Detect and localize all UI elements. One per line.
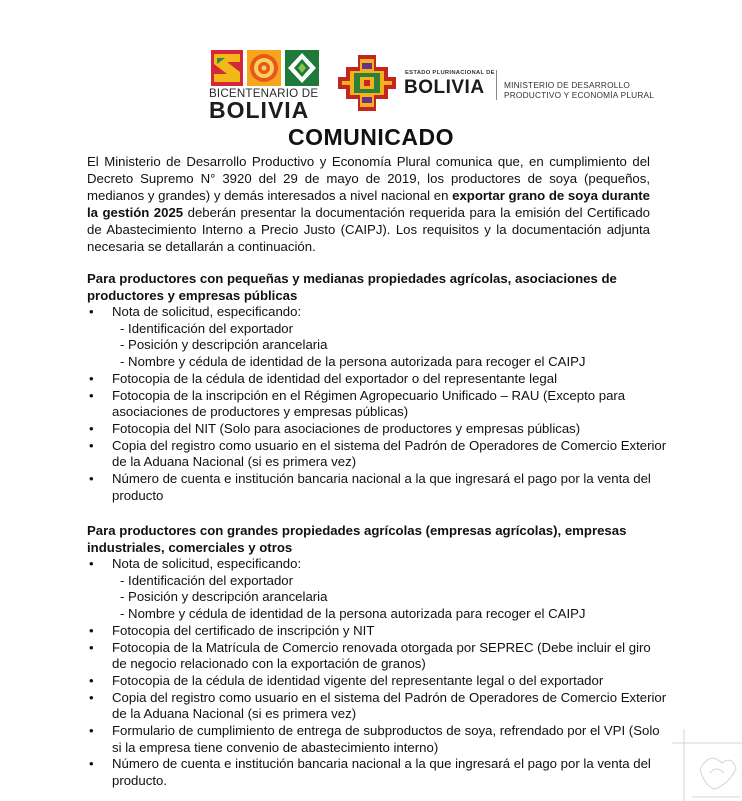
bullet-icon: • bbox=[89, 556, 94, 571]
bullet-icon: • bbox=[89, 370, 94, 386]
list-item-text: Número de cuenta e institución bancaria nacional a la que ingresará el pago por la venta del producto bbox=[112, 471, 651, 503]
intro-text-2: deberán presentar la documentación requerida para la emisión del Certificado de Abastecimiento Interno a Precio Justo (CAIPJ). Los requisitos y la documentación adjunta necesaria se detallarán a continuación. bbox=[87, 205, 651, 254]
bullet-icon: • bbox=[89, 723, 94, 739]
logo-divider bbox=[496, 70, 497, 100]
list-item-text: Fotocopia del certificado de inscripción y NIT bbox=[112, 622, 375, 638]
letterhead bbox=[0, 0, 742, 122]
estado-country: BOLIVIA bbox=[404, 77, 485, 98]
bullet-icon: • bbox=[89, 639, 94, 655]
list-item-text: Fotocopia de la Matrícula de Comercio renovada otorgada por SEPREC (Debe incluir el giro de negocio relacionado con la exportación de granos) bbox=[112, 639, 651, 672]
section2-list bbox=[87, 556, 667, 790]
intro-text-1: El Ministerio de Desarrollo Productivo y Economía Plural comunica que, en cumplimiento del Decreto Supremo N° 3920 del 29 de mayo de 2019, los productores de soya (pequeños, medianos y grandes) y demás interesados a nivel nacional en bbox=[87, 154, 650, 203]
list-item-text: Nota de solicitud, especificando: bbox=[112, 304, 302, 319]
list-item-text: Número de cuenta e institución bancaria nacional a la que ingresará el pago por la venta del producto. bbox=[112, 756, 651, 789]
list-item bbox=[87, 723, 667, 756]
chakana-seal-icon bbox=[338, 55, 396, 111]
list-item bbox=[87, 438, 667, 471]
list-item-text: Copia del registro como usuario en el sistema del Padrón de Operadores de Comercio Exterior de la Aduana Nacional (si es primera vez) bbox=[112, 689, 667, 722]
sub-item: - Identificación del exportador bbox=[120, 320, 294, 336]
list-item-text: Nota de solicitud, especificando: bbox=[112, 556, 302, 571]
sub-item: - Posición y descripción arancelaria bbox=[120, 589, 328, 605]
list-item bbox=[87, 371, 667, 388]
intro-paragraph bbox=[87, 153, 650, 255]
list-item-text: Fotocopia de la inscripción en el Régimen Agropecuario Unificado – RAU (Excepto para asociaciones de productores y empresas públicas) bbox=[112, 387, 626, 420]
section1-heading: Para productores con pequeñas y medianas propiedades agrícolas, asociaciones de productores y empresas públicas bbox=[87, 271, 617, 303]
bicentenario-country: BOLIVIA bbox=[209, 97, 310, 123]
list-item bbox=[87, 304, 667, 321]
list-item bbox=[87, 556, 667, 573]
list-item bbox=[87, 471, 667, 504]
bullet-icon: • bbox=[89, 304, 94, 319]
intro-bold-text: exportar grano de soya durante la gestión 2025 bbox=[87, 188, 650, 220]
sub-item: - Posición y descripción arancelaria bbox=[120, 337, 328, 353]
ministry-name-line2: PRODUCTIVO Y ECONOMÍA PLURAL bbox=[504, 90, 655, 100]
sub-item: - Nombre y cédula de identidad de la persona autorizada para recoger el CAIPJ bbox=[120, 606, 586, 622]
bullet-icon: • bbox=[89, 420, 94, 436]
bicentenario-emblem bbox=[211, 50, 319, 86]
list-item-text: Fotocopia del NIT (Solo para asociaciones de productores y empresas públicas) bbox=[112, 420, 581, 436]
bullet-icon: • bbox=[89, 622, 94, 638]
document-title: COMUNICADO bbox=[288, 124, 454, 150]
list-item-text: Fotocopia de la cédula de identidad vigente del representante legal o del exportador bbox=[112, 672, 604, 688]
bullet-icon: • bbox=[89, 387, 94, 403]
list-item bbox=[87, 388, 667, 421]
section1-list bbox=[87, 304, 667, 504]
bullet-icon: • bbox=[89, 471, 94, 487]
list-item-text: Fotocopia de la cédula de identidad del exportador o del representante legal bbox=[112, 370, 558, 386]
list-item bbox=[87, 640, 667, 673]
ministry-logo bbox=[338, 55, 658, 111]
bullet-icon: • bbox=[89, 437, 94, 453]
bicentenario-caption: BICENTENARIO DE bbox=[209, 87, 319, 100]
list-item bbox=[87, 690, 667, 723]
watermark-emblem-icon bbox=[670, 729, 742, 801]
bullet-icon: • bbox=[89, 689, 94, 705]
list-item bbox=[87, 421, 667, 438]
sub-item: - Nombre y cédula de identidad de la persona autorizada para recoger el CAIPJ bbox=[120, 354, 586, 370]
list-item bbox=[87, 673, 667, 690]
sub-item: - Identificación del exportador bbox=[120, 572, 294, 588]
estado-caption: ESTADO PLURINACIONAL DE bbox=[405, 70, 495, 76]
bicentenario-logo bbox=[209, 50, 321, 123]
ministry-name-line1: MINISTERIO DE DESARROLLO bbox=[504, 80, 631, 90]
bullet-icon: • bbox=[89, 672, 94, 688]
list-item-text: Copia del registro como usuario en el sistema del Padrón de Operadores de Comercio Exterior de la Aduana Nacional (si es primera vez) bbox=[112, 437, 667, 470]
list-item-text: Formulario de cumplimiento de entrega de subproductos de soya, refrendado por el VPI (Solo si la empresa tiene convenio de abastecimiento interno) bbox=[112, 723, 660, 755]
list-item bbox=[87, 756, 667, 789]
bullet-icon: • bbox=[89, 756, 94, 772]
section2-heading: Para productores con grandes propiedades agrícolas (empresas agrícolas), empresas industriales, comerciales y otros bbox=[87, 523, 627, 555]
list-item bbox=[87, 623, 667, 640]
